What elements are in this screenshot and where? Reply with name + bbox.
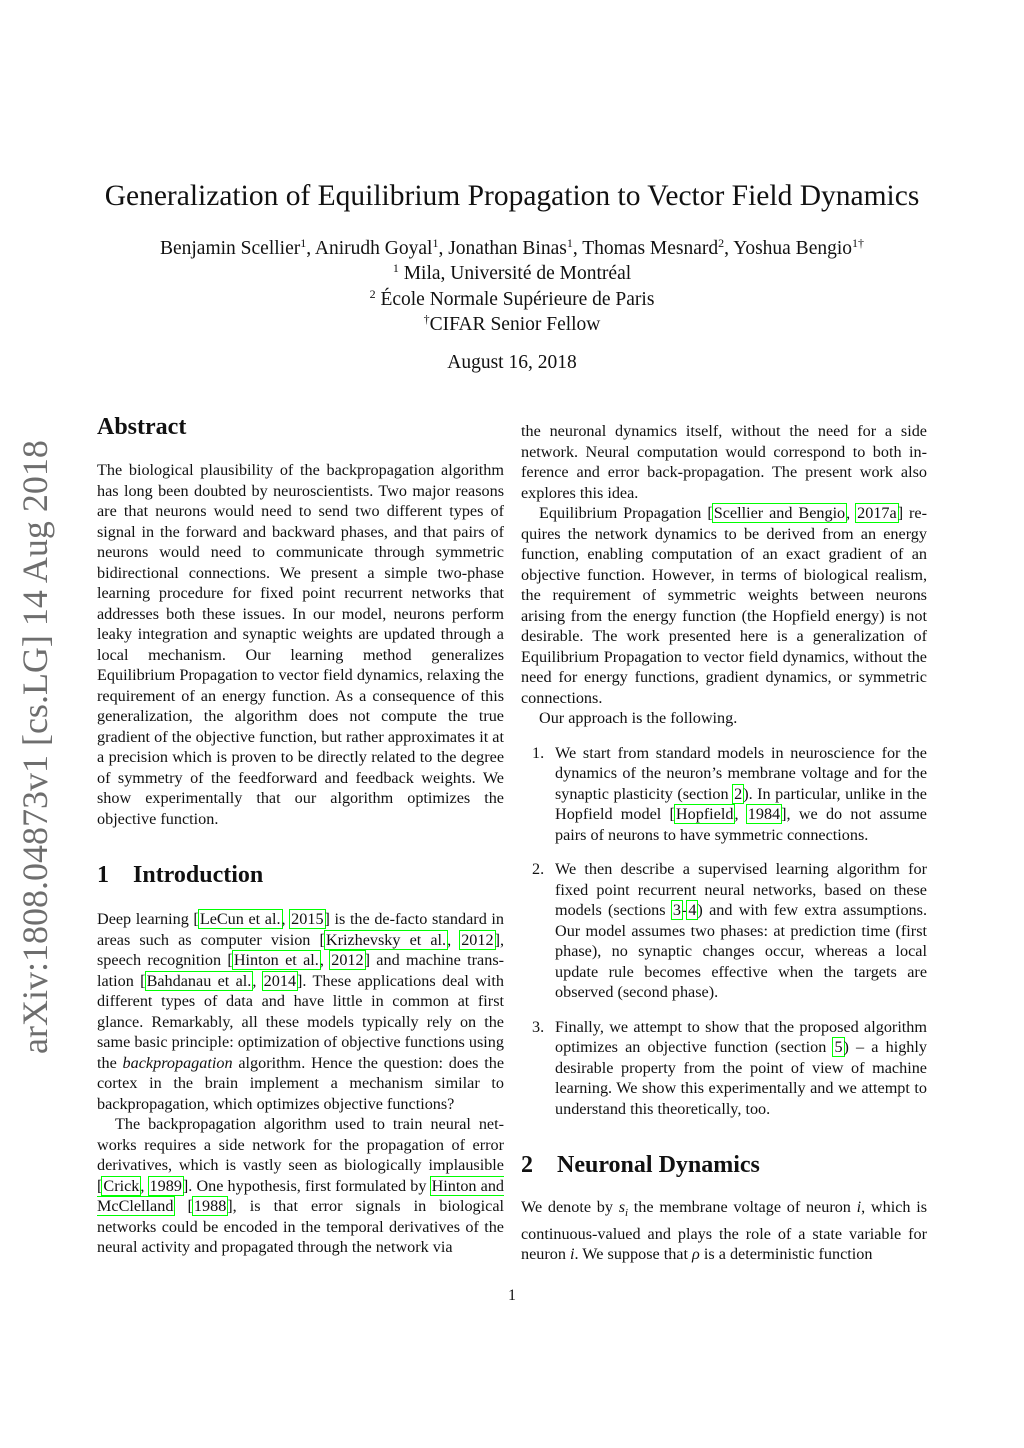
math-symbol: s bbox=[618, 1198, 626, 1216]
section-ref-link[interactable]: 5 bbox=[834, 1038, 843, 1056]
intro-left-column bbox=[97, 909, 504, 1258]
intro-paragraph-4 bbox=[521, 503, 927, 708]
text-run: The backpropagation algorithm used to train neural networks requires a side network for the propagation of error derivatives, which is vastly seen as biologically implausible [ bbox=[97, 1115, 504, 1195]
citation-link[interactable]: Scellier and Bengio bbox=[713, 504, 846, 522]
affiliation bbox=[80, 313, 944, 337]
section-ref-link[interactable]: 2 bbox=[734, 784, 743, 803]
section-ref-link[interactable]: 3 bbox=[672, 901, 681, 919]
text-run: ]. These applications deal with different types of data and have little in common at first glance. Remarkably, all these models typically rely on the same basic principle: optimization of objective functions using the bbox=[97, 971, 505, 1072]
text-run: - bbox=[681, 901, 688, 919]
affil-text: École Normale Supérieure de Paris bbox=[375, 289, 655, 310]
author-affil-mark: 1 bbox=[300, 236, 307, 250]
citation-link[interactable]: Crick bbox=[103, 1176, 140, 1195]
text-run: ] and machine translation [ bbox=[97, 951, 505, 990]
page-number: 1 bbox=[508, 1287, 516, 1304]
affil-text: CIFAR Senior Fellow bbox=[429, 314, 601, 335]
text-run: ). In particular, unlike in the Hopfield model [ bbox=[555, 784, 927, 823]
author-name: Yoshua Bengio bbox=[733, 238, 853, 259]
intro-paragraph-2 bbox=[97, 1114, 504, 1258]
text-run: ] is the de-facto standard in areas such as computer vision [ bbox=[97, 910, 504, 949]
text-run: Equilibrium Propagation [ bbox=[539, 504, 713, 522]
text-run: ] requires the network dynamics to be derived from an energy function, enabling computation of an exact gradient of an objective function. However, in terms of biological realism, the requirement of symmetric weights between neurons arising from the energy function (the Hopfield energy) is not desirable. The work presented here is a generalization of Equilibrium Propagation to vector field dynamics, without the need for energy functions, gradient dynamics, or symmetric connections. bbox=[521, 504, 927, 707]
text-run: Finally, we attempt to show that the proposed algorithm optimizes an objective function (section bbox=[555, 1017, 927, 1056]
citation-link[interactable]: 2012 bbox=[461, 930, 494, 949]
list-number: 2. bbox=[532, 860, 545, 878]
text-run: . We suppose that bbox=[574, 1245, 693, 1264]
math-symbol: i bbox=[570, 1245, 575, 1264]
text-run: We start from standard models in neuroscience for the dynamics of the neuron’s membrane voltage and for the synaptic plasticity (section bbox=[555, 743, 927, 803]
author-affil-mark: 2 bbox=[718, 236, 725, 250]
paper-title: Generalization of Equilibrium Propagation to Vector Field Dynamics bbox=[104, 180, 920, 212]
paper-date: August 16, 2018 bbox=[447, 352, 577, 373]
arxiv-identifier: arXiv:1808.04873v1 [cs.LG] 14 Aug 2018 bbox=[15, 440, 55, 1055]
list-item-text bbox=[555, 859, 927, 1003]
text-run: We denote by bbox=[521, 1198, 619, 1216]
intro-right-column bbox=[521, 421, 927, 1119]
list-item bbox=[521, 859, 927, 1003]
text-run: Deep learning [ bbox=[97, 910, 199, 928]
citation-link[interactable]: Hinton et al. bbox=[233, 951, 319, 969]
section-heading-neuronal-dynamics bbox=[521, 1152, 760, 1179]
citation-link[interactable]: Hopfield bbox=[675, 805, 734, 823]
text-run: , bbox=[252, 971, 263, 990]
neuronal-paragraph-1 bbox=[521, 1197, 927, 1265]
section-ref-link[interactable]: 4 bbox=[688, 901, 697, 919]
author-name: Anirudh Goyal bbox=[314, 238, 433, 259]
list-number: 1. bbox=[532, 743, 545, 762]
citation-link[interactable]: 2017a bbox=[857, 504, 897, 522]
citation-link[interactable]: 2015 bbox=[291, 910, 324, 928]
abstract-paragraph: The biological plausibility of the backpropagation algorithm has long been doubted by neuroscientists. Two major reasons are that neurons would need to send two different types of signal in the forward and backward phases, and that pairs of neurons would need to communicate through symmetric bidirectional connections. We present a simple two-phase learning procedure for fixed point recurrent networks that addresses both these issues. In our model, neurons perform leaky integration and synaptic weights are updated through a local mechanism. Our learning method generalizes Equilibrium Propagation to vector field dynamics, relaxing the requirement of an energy function. As a consequence of this generalization, the algorithm does not compute the true gradient of the objective function, but rather approximates it at a precision which is proven to be directly related to the degree of symmetry of the feedforward and feedback weights. We show experimentally that our algorithm optimizes the objective function. bbox=[97, 461, 504, 828]
math-symbol: ρ bbox=[692, 1245, 700, 1264]
text-run: ]. One hypothesis, first formulated by bbox=[182, 1176, 431, 1195]
section-title: Neuronal Dynamics bbox=[557, 1152, 760, 1178]
citation-link[interactable]: 1988 bbox=[193, 1197, 227, 1215]
intro-paragraph-3: the neuronal dynamics itself, without the need for a side network. Neural computation would correspond to both inference and error back-propagation. The present work also explores this idea. bbox=[521, 422, 927, 502]
author-affil-mark: 1† bbox=[852, 236, 865, 250]
text-run: algorithm. Hence the question: does the cortex in the brain implement a mechanism similar to backpropagation, which optimizes objective functions? bbox=[97, 1053, 505, 1113]
author-affil-mark: 1 bbox=[566, 236, 573, 250]
text-run: , which is continuous-valued and plays the role of a state variable for neuron bbox=[521, 1198, 928, 1264]
text-run: ) – a highly desirable property from the point of view of machine learning. We show this experimentally and we attempt to understand this theoretically, too. bbox=[555, 1038, 927, 1118]
affiliation bbox=[80, 262, 944, 286]
intro-paragraph-1 bbox=[97, 909, 504, 1114]
author-name: Jonathan Binas bbox=[448, 238, 567, 259]
list-item-text bbox=[555, 743, 927, 846]
text-run: , bbox=[447, 930, 461, 949]
section-number: 1 bbox=[97, 862, 109, 888]
abstract-heading: Abstract bbox=[97, 414, 187, 440]
section-number: 2 bbox=[521, 1152, 533, 1178]
citation-link[interactable]: 1984 bbox=[747, 805, 781, 823]
citation-link[interactable]: LeCun et al. bbox=[199, 910, 281, 928]
neuronal-dynamics-body bbox=[521, 1197, 927, 1265]
list-item bbox=[521, 1017, 927, 1120]
citation-link[interactable]: 2014 bbox=[263, 971, 297, 990]
affil-mark: 1 bbox=[392, 261, 399, 275]
affil-mark: 2 bbox=[369, 287, 376, 301]
math-symbol: i bbox=[856, 1198, 862, 1216]
intro-paragraph-5: Our approach is the following. bbox=[539, 709, 738, 727]
text-run: ) and with few extra assumptions. Our model assumes two phases: at prediction time (first phase), no synaptic changes occur, whereas a local update rule becomes effective when the targets are observed (second phase). bbox=[555, 901, 927, 1001]
affiliation bbox=[80, 288, 944, 312]
text-run: , bbox=[846, 504, 857, 522]
author-name: Benjamin Scellier bbox=[159, 238, 301, 259]
text-run: , bbox=[140, 1176, 149, 1195]
text-run: is a deterministic function bbox=[699, 1245, 873, 1264]
section-heading-introduction bbox=[97, 862, 263, 889]
affil-mark: † bbox=[423, 312, 430, 326]
text-run: [ bbox=[174, 1197, 193, 1215]
text-run: ], is that error signals in biological networks could be encoded in the temporal derivatives of the neural activity and propagated through the network via bbox=[97, 1197, 504, 1256]
text-run: the membrane voltage of neuron bbox=[628, 1198, 857, 1216]
math-subscript: i bbox=[625, 1207, 629, 1220]
text-run: ], speech recognition [ bbox=[97, 930, 504, 969]
affil-text: Mila, Université de Montréal bbox=[398, 263, 632, 284]
citation-link[interactable]: Krizhevsky et al. bbox=[325, 930, 447, 949]
citation-link[interactable]: 1989 bbox=[149, 1176, 182, 1195]
emphasis: backpropagation bbox=[122, 1053, 233, 1072]
abstract-body bbox=[97, 460, 504, 829]
list-item-text bbox=[555, 1017, 927, 1120]
list-number: 3. bbox=[532, 1017, 545, 1036]
text-run: ], we do not assume pairs of neurons to have symmetric connections. bbox=[555, 805, 927, 844]
section-title: Introduction bbox=[133, 862, 264, 888]
author-list: Benjamin Scellier$^1$, Anirudh Goyal$^1$, Jonathan Binas$^1$, Thomas Mesnard$^2$, Yoshua Bengio$^{1\dagger}$ bbox=[159, 236, 865, 259]
citation-link[interactable]: 2012 bbox=[331, 951, 364, 969]
citation-link[interactable]: Hinton and McClelland bbox=[97, 1176, 505, 1215]
author-name: Thomas Mesnard bbox=[582, 238, 719, 259]
text-run: , bbox=[281, 910, 291, 928]
text-run: , bbox=[319, 951, 331, 969]
text-run: We then describe a supervised learning algorithm for fixed point recurrent neural networks, based on these models (sections bbox=[555, 860, 927, 919]
text-run: , bbox=[734, 805, 747, 823]
citation-link[interactable]: Bahdanau et al. bbox=[146, 971, 252, 990]
list-item bbox=[521, 743, 927, 846]
author-affil-mark: 1 bbox=[432, 236, 439, 250]
